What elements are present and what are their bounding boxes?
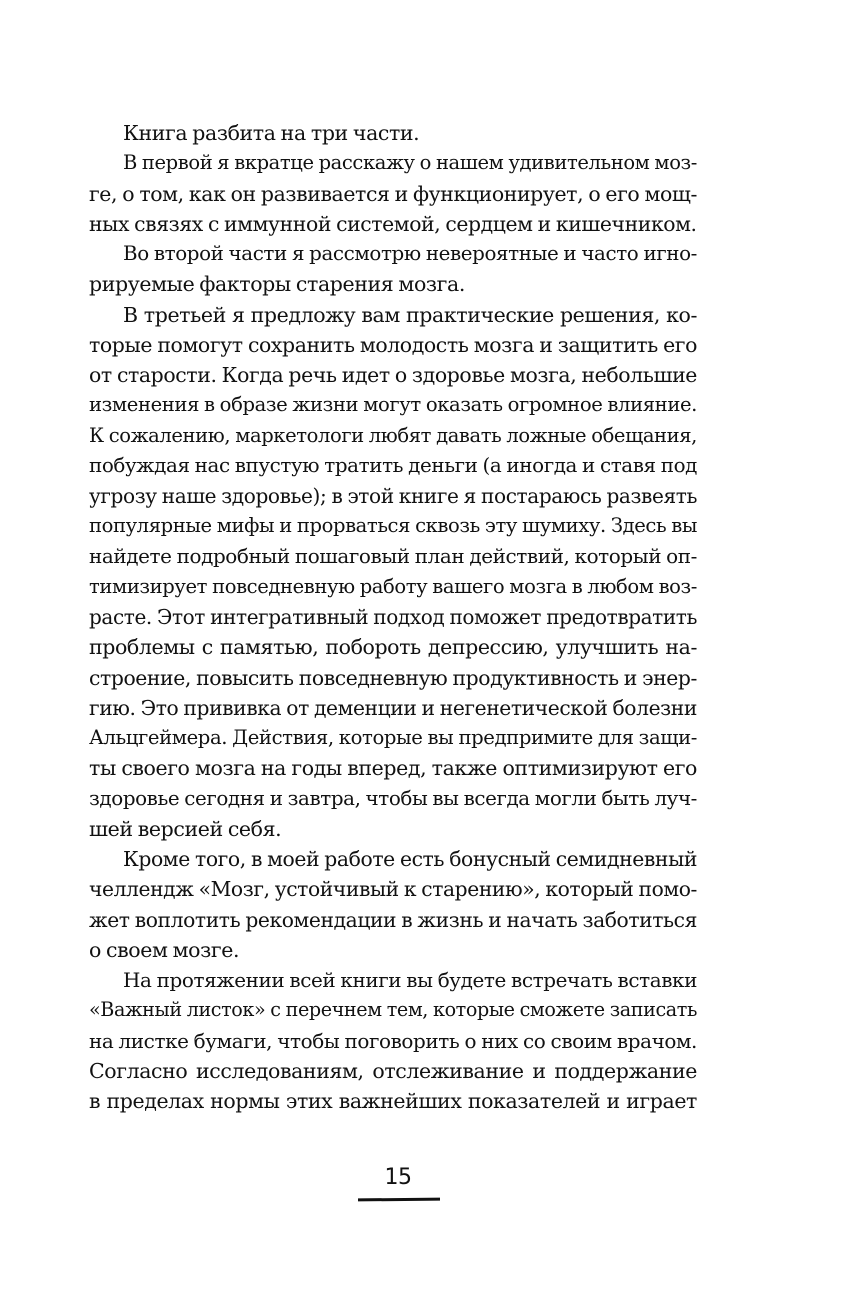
text-line: «Важный листок» с перечнем тем, которые сможете записать (89, 998, 697, 1022)
text-line: угрозу наше здоровье); в этой книге я постараюсь развеять (89, 484, 697, 508)
text-line: К сожалению, маркетологи любят давать ложные обещания, (89, 423, 697, 447)
text-line: проблемы с памятью, побороть депрессию, улучшить на- (89, 635, 697, 660)
text-line: от старости. Когда речь идет о здоровье мозга, небольшие (89, 363, 697, 387)
text-line: на листке бумаги, чтобы поговорить о них со своим врачом. (89, 1028, 697, 1053)
text-line: ты своего мозга на годы вперед, также оптимизируют его (89, 756, 697, 781)
text-line: Книга разбита на три части. (123, 121, 420, 145)
text-line: Кроме того, в моей работе есть бонусный семидневный (123, 847, 697, 871)
body-text (89, 118, 697, 1116)
text-line: побуждая нас впустую тратить деньги (а иногда и ставя под (89, 453, 697, 477)
text-line: Альцгеймера. Действия, которые вы предпримите для защи- (89, 726, 697, 749)
text-line: шей версией себя. (89, 816, 282, 841)
text-line: строение, повысить повседневную продуктивность и энер- (89, 665, 697, 690)
text-line: о своем мозге. (89, 937, 240, 962)
text-line: популярные мифы и прорваться сквозь эту шумиху. Здесь вы (89, 514, 697, 538)
text-line: в пределах нормы этих важнейших показателей и играет (89, 1089, 697, 1113)
text-line: изменения в образе жизни могут оказать огромное влияние. (89, 393, 697, 417)
text-line: здоровье сегодня и завтра, чтобы вы всегда могли быть луч- (89, 786, 697, 810)
text-line: расте. Этот интегративный подход поможет предотвратить (89, 605, 697, 629)
text-line: тимизирует повседневную работу вашего мозга в любом воз- (89, 574, 697, 598)
text-line: торые помогут сохранить молодость мозга и защитить его (89, 332, 697, 357)
page-footer (356, 1164, 440, 1204)
text-line: ге, о том, как он развивается и функционирует, о его мощ- (89, 181, 697, 206)
text-line: найдете подробный пошаговый план действий, который оп- (89, 544, 697, 568)
footer-rule (358, 1198, 440, 1202)
text-line: На протяжении всей книги вы будете встречать вставки (123, 968, 697, 992)
text-line: Во второй части я рассмотрю невероятные и часто игно- (123, 242, 697, 265)
text-line: челлендж «Мозг, устойчивый к старению», который помо- (89, 877, 697, 902)
text-line: рируемые факторы старения мозга. (89, 272, 465, 297)
text-line: гию. Это прививка от деменции и негенетической болезни (89, 695, 697, 720)
page-number: 15 (384, 1165, 412, 1190)
text-line: ных связях с иммунной системой, сердцем и кишечником. (89, 211, 697, 236)
text-line: жет воплотить рекомендации в жизнь и начать заботиться (89, 907, 697, 932)
text-line: В третьей я предложу вам практические решения, ко- (123, 302, 697, 327)
text-line: В первой я вкратце расскажу о нашем удивительном моз- (123, 151, 697, 175)
text-line: Согласно исследованиям, отслеживание и поддержание (89, 1058, 697, 1083)
